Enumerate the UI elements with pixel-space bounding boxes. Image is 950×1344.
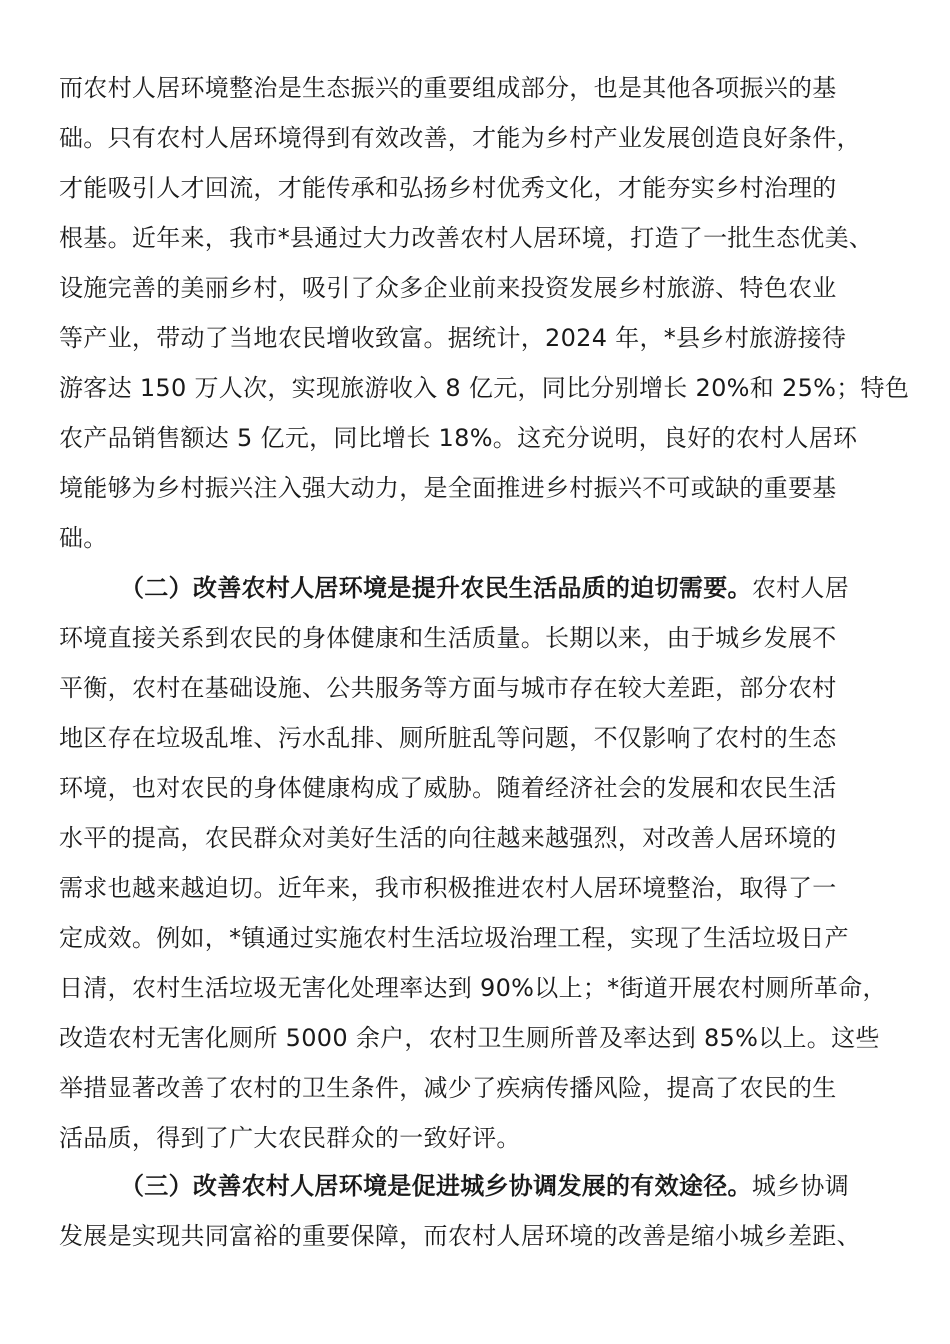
paragraph-2-line-5: 环境，也对农民的身体健康构成了威胁。随着经济社会的发展和农民生活 <box>59 774 837 802</box>
paragraph-2-line-3: 平衡，农村在基础设施、公共服务等方面与城市存在较大差距，部分农村 <box>59 674 837 702</box>
paragraph-1-line-5: 设施完善的美丽乡村，吸引了众多企业前来投资发展乡村旅游、特色农业 <box>59 274 837 302</box>
paragraph-2-line-11: 举措显著改善了农村的卫生条件，减少了疾病传播风险，提高了农民的生 <box>59 1074 837 1102</box>
paragraph-3-line-2: 发展是实现共同富裕的重要保障，而农村人居环境的改善是缩小城乡差距、 <box>59 1222 861 1250</box>
paragraph-1-line-7: 游客达 150 万人次，实现旅游收入 8 亿元，同比分别增长 20%和 25%；特色 <box>59 374 910 402</box>
paragraph-1-line-10: 础。 <box>59 524 108 552</box>
paragraph-3-first-line-rest: 城乡协调 <box>751 1172 850 1200</box>
paragraph-1-line-2: 础。只有农村人居环境得到有效改善，才能为乡村产业发展创造良好条件， <box>59 124 861 152</box>
paragraph-1-line-9: 境能够为乡村振兴注入强大动力，是全面推进乡村振兴不可或缺的重要基 <box>59 474 837 502</box>
paragraph-2-line-6: 水平的提高，农民群众对美好生活的向往越来越强烈，对改善人居环境的 <box>59 824 837 852</box>
paragraph-2-heading: （二）改善农村人居环境是提升农民生活品质的迫切需要。 <box>120 574 752 602</box>
paragraph-3-first-line <box>120 1166 849 1206</box>
paragraph-2-first-line <box>120 568 849 608</box>
paragraph-2-line-10: 改造农村无害化厕所 5000 余户，农村卫生厕所普及率达到 85%以上。这些 <box>59 1024 880 1052</box>
paragraph-2-line-4: 地区存在垃圾乱堆、污水乱排、厕所脏乱等问题，不仅影响了农村的生态 <box>59 724 837 752</box>
paragraph-2-line-12: 活品质，得到了广大农民群众的一致好评。 <box>59 1124 521 1152</box>
paragraph-1-line-1: 而农村人居环境整治是生态振兴的重要组成部分，也是其他各项振兴的基 <box>59 74 837 102</box>
paragraph-1-line-4: 根基。近年来，我市*县通过大力改善农村人居环境，打造了一批生态优美、 <box>59 224 874 252</box>
paragraph-2-line-8: 定成效。例如，*镇通过实施农村生活垃圾治理工程，实现了生活垃圾日产 <box>59 924 849 952</box>
paragraph-2-line-7: 需求也越来越迫切。近年来，我市积极推进农村人居环境整治，取得了一 <box>59 874 837 902</box>
paragraph-3-heading: （三）改善农村人居环境是促进城乡协调发展的有效途径。 <box>120 1172 752 1200</box>
paragraph-1-line-3: 才能吸引人才回流，才能传承和弘扬乡村优秀文化，才能夯实乡村治理的 <box>59 174 837 202</box>
paragraph-1-line-6: 等产业，带动了当地农民增收致富。据统计，2024 年，*县乡村旅游接待 <box>59 324 847 352</box>
paragraph-1-line-8: 农产品销售额达 5 亿元，同比增长 18%。这充分说明，良好的农村人居环 <box>59 424 858 452</box>
paragraph-2-first-line-rest: 农村人居 <box>751 574 850 602</box>
paragraph-2-line-9: 日清，农村生活垃圾无害化处理率达到 90%以上；*街道开展农村厕所革命， <box>59 974 887 1002</box>
paragraph-2-line-2: 环境直接关系到农民的身体健康和生活质量。长期以来，由于城乡发展不 <box>59 624 837 652</box>
